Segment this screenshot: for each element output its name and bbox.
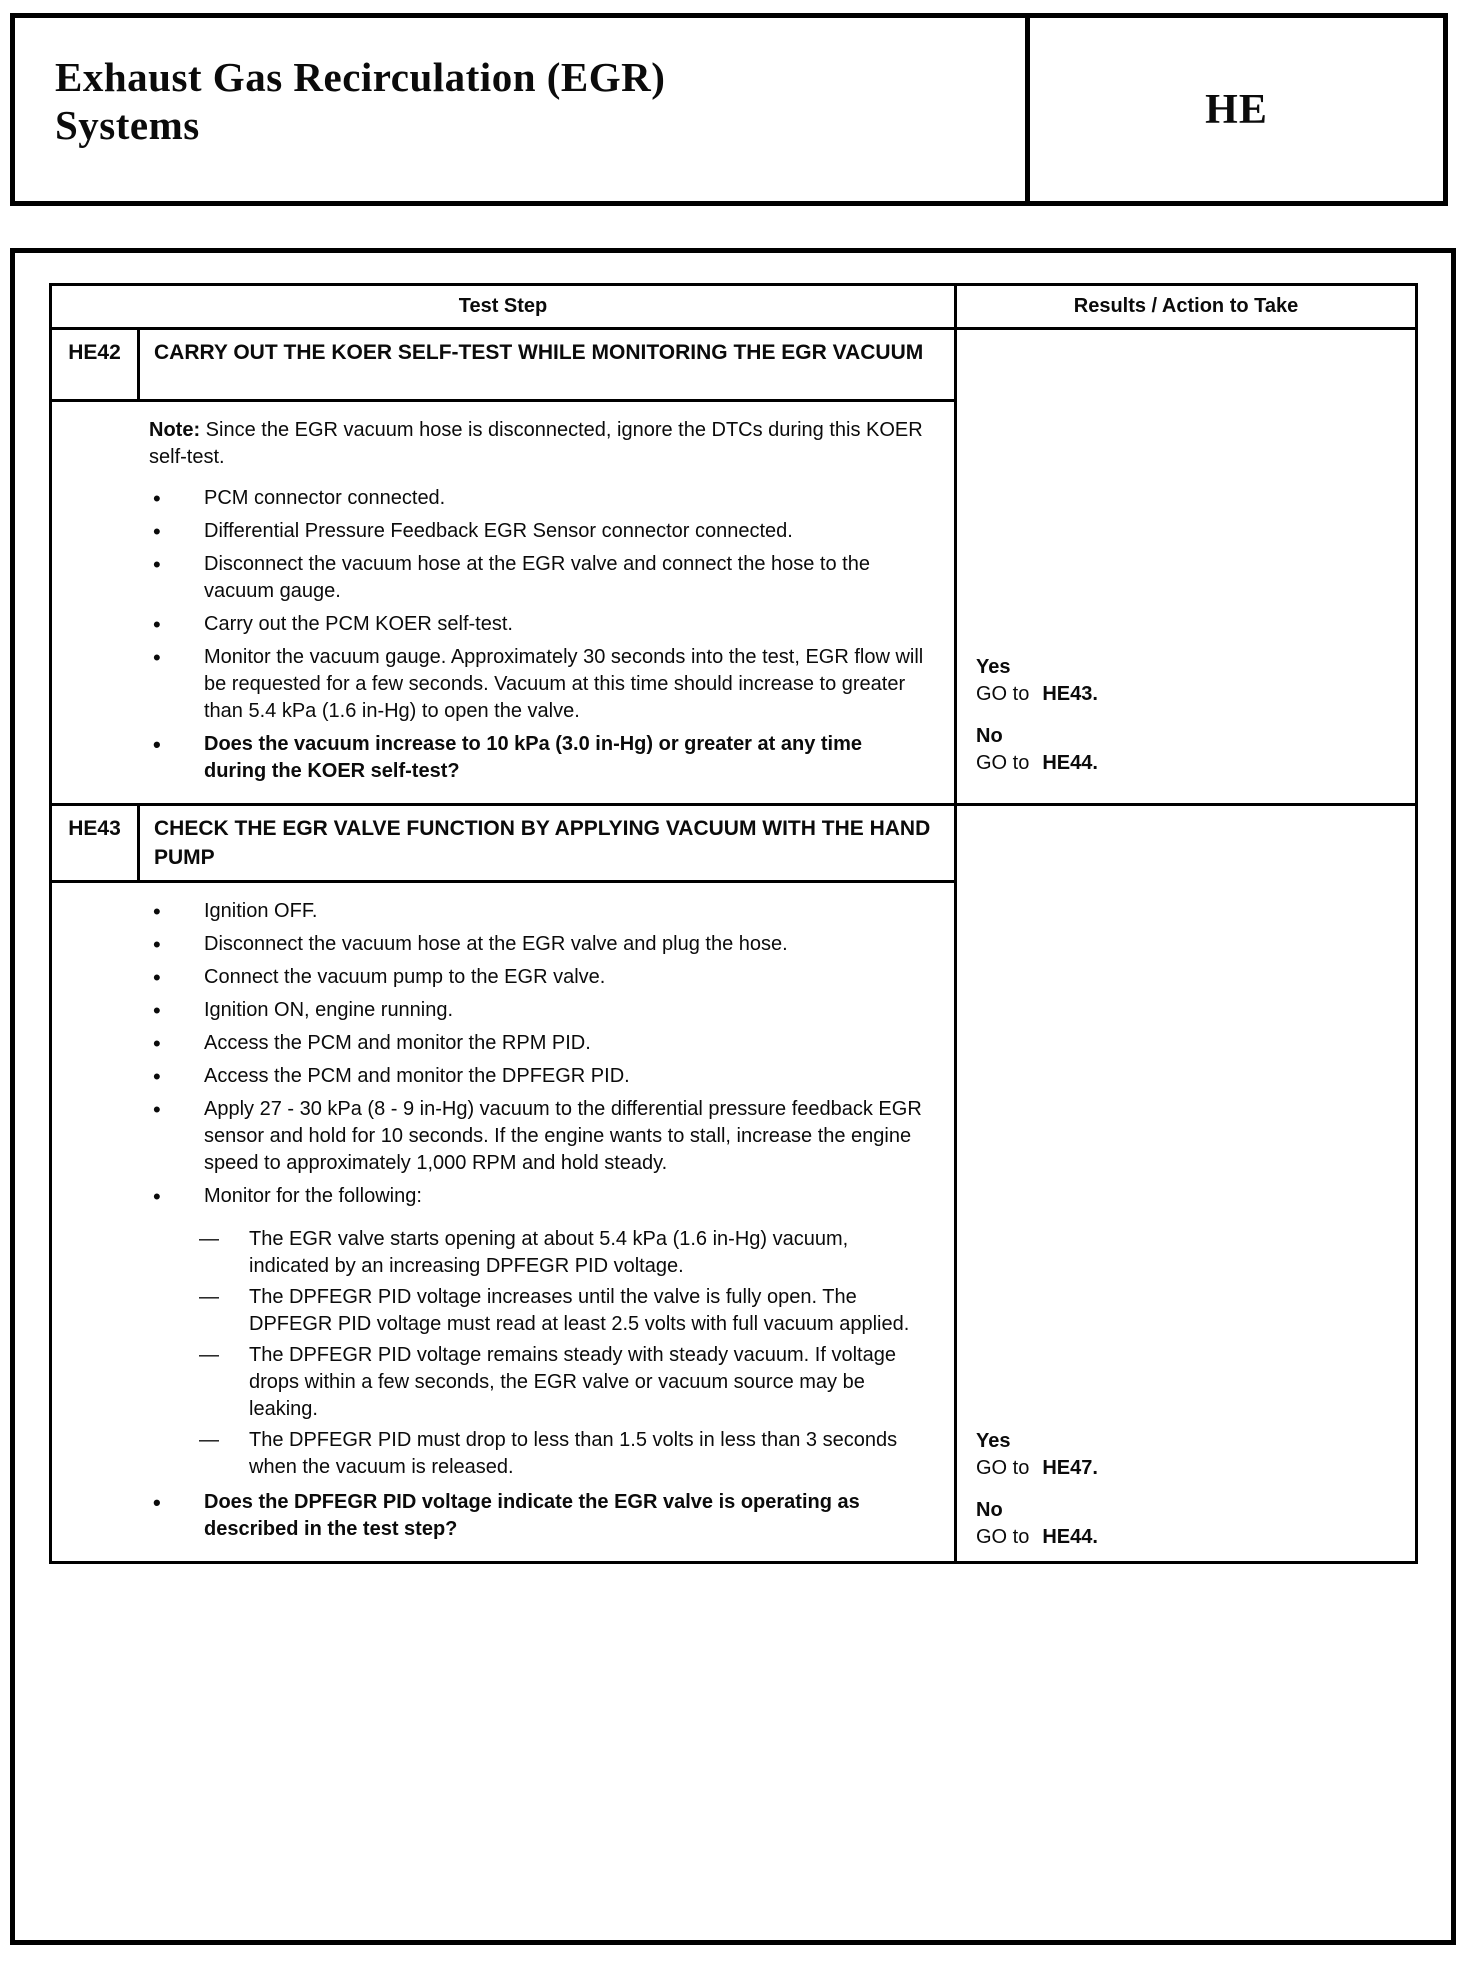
table-row-he42 — [52, 330, 1415, 803]
result-yes — [976, 1428, 1405, 1482]
content-box — [10, 248, 1456, 1945]
result-answer: Yes — [976, 1430, 1011, 1452]
list-item: • Monitor for the following: — [149, 1183, 926, 1210]
note — [149, 417, 926, 471]
test-step-table — [49, 283, 1418, 1564]
result-answer: No — [976, 725, 1003, 747]
result-no — [976, 723, 1405, 777]
go-to-label: GO to — [976, 683, 1030, 705]
column-header-results: Results / Action to Take — [1073, 295, 1299, 317]
dash-item: — The EGR valve starts opening at about 5.4 kPa (1.6 in-Hg) vacuum, indicated by an increasing DPFEGR PID voltage. — [149, 1226, 926, 1280]
step-id: HE42 — [52, 330, 140, 399]
column-header-test-step: Test Step — [52, 286, 957, 327]
section-code-cell — [1025, 18, 1443, 201]
step-question: • Does the DPFEGR PID voltage indicate the EGR valve is operating as described in the test step? — [149, 1489, 926, 1543]
result-answer: No — [976, 1499, 1003, 1521]
go-to-target: HE44. — [1042, 752, 1098, 774]
result-action — [976, 1524, 1405, 1551]
result-yes — [976, 654, 1405, 708]
step-body — [52, 402, 954, 803]
go-to-label: GO to — [976, 752, 1030, 774]
step-title-band — [52, 806, 954, 883]
list-item: • PCM connector connected. — [149, 485, 926, 512]
results-cell — [957, 330, 1415, 803]
dash-item: — The DPFEGR PID voltage increases until the valve is fully open. The DPFEGR PID voltage must read at least 2.5 volts with full vacuum applied. — [149, 1284, 926, 1338]
list-item: • Access the PCM and monitor the RPM PID. — [149, 1030, 926, 1057]
section-code: HE — [1205, 86, 1268, 133]
list-item: • Disconnect the vacuum hose at the EGR valve and plug the hose. — [149, 931, 926, 958]
page-title-cell — [15, 18, 1025, 201]
dash-item: — The DPFEGR PID must drop to less than 1.5 volts in less than 3 seconds when the vacuum is released. — [149, 1427, 926, 1481]
list-item: • Disconnect the vacuum hose at the EGR valve and connect the hose to the vacuum gauge. — [149, 551, 926, 605]
list-item: • Connect the vacuum pump to the EGR valve. — [149, 964, 926, 991]
list-item: • Apply 27 - 30 kPa (8 - 9 in-Hg) vacuum to the differential pressure feedback EGR sensor and hold for 10 seconds. If the engine wants to stall, increase the engine speed to approximately 1,000 RPM and hold steady. — [149, 1096, 926, 1177]
step-id: HE43 — [52, 806, 140, 880]
page-title: Exhaust Gas Recirculation (EGR) Systems — [55, 54, 666, 148]
result-answer: Yes — [976, 656, 1011, 678]
step-title: CHECK THE EGR VALVE FUNCTION BY APPLYING VACUUM WITH THE HAND PUMP — [154, 817, 931, 869]
test-step-cell — [52, 330, 957, 803]
results-cell — [957, 806, 1415, 1561]
note-text: Since the EGR vacuum hose is disconnected, ignore the DTCs during this KOER self-test. — [149, 419, 923, 468]
dash-list — [149, 1226, 926, 1481]
list-item: • Monitor the vacuum gauge. Approximately 30 seconds into the test, EGR flow will be requested for a few seconds. Vacuum at this time should increase to greater than 5.4 kPa (1.6 in-Hg) to open the valve. — [149, 644, 926, 725]
page-header — [10, 13, 1448, 206]
go-to-target: HE47. — [1042, 1457, 1098, 1479]
table-row-he43 — [52, 803, 1415, 1561]
list-item: • Carry out the PCM KOER self-test. — [149, 611, 926, 638]
go-to-target: HE44. — [1042, 1526, 1098, 1548]
test-step-cell — [52, 806, 957, 1561]
step-title: CARRY OUT THE KOER SELF-TEST WHILE MONITORING THE EGR VACUUM — [154, 341, 924, 364]
result-no — [976, 1497, 1405, 1551]
list-item: • Differential Pressure Feedback EGR Sensor connector connected. — [149, 518, 926, 545]
table-header-row — [52, 286, 1415, 330]
result-action — [976, 1455, 1405, 1482]
result-action — [976, 750, 1405, 777]
go-to-label: GO to — [976, 1457, 1030, 1479]
dash-item: — The DPFEGR PID voltage remains steady with steady vacuum. If voltage drops within a few seconds, the EGR valve or vacuum source may be leaking. — [149, 1342, 926, 1423]
list-item: • Ignition OFF. — [149, 898, 926, 925]
list-item: • Access the PCM and monitor the DPFEGR PID. — [149, 1063, 926, 1090]
step-question: • Does the vacuum increase to 10 kPa (3.0 in-Hg) or greater at any time during the KOER self-test? — [149, 731, 926, 785]
list-item: • Ignition ON, engine running. — [149, 997, 926, 1024]
go-to-label: GO to — [976, 1526, 1030, 1548]
result-action — [976, 681, 1405, 708]
step-title-band — [52, 330, 954, 402]
note-label: Note: — [149, 419, 201, 441]
step-body — [52, 883, 954, 1561]
go-to-target: HE43. — [1042, 683, 1098, 705]
